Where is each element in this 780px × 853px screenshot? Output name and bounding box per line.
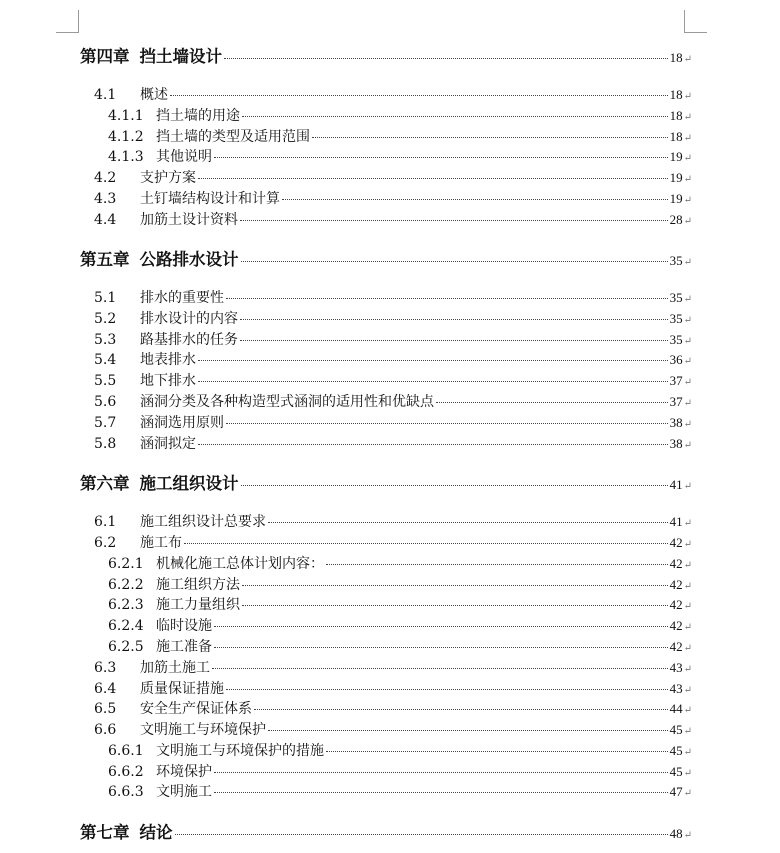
toc-entry[interactable] <box>80 412 692 432</box>
toc-dot-leader <box>175 834 668 835</box>
toc-page-number: 38 <box>669 436 683 451</box>
paragraph-mark-icon: ↵ <box>683 440 692 451</box>
toc-entry-number: 6.6 <box>94 722 117 738</box>
toc-entry-title: 公路排水设计 <box>139 250 239 269</box>
paragraph-mark-icon: ↵ <box>683 581 692 592</box>
toc-entry[interactable] <box>80 698 692 718</box>
toc-dot-leader <box>214 647 668 648</box>
toc-page-number: 18 <box>669 50 683 65</box>
paragraph-mark-icon: ↵ <box>683 830 692 841</box>
toc-entry[interactable] <box>80 329 692 349</box>
toc-entry-number: 5.6 <box>94 394 117 410</box>
toc-entry-number: 4.2 <box>94 170 117 186</box>
toc-entry-number: 第七章 <box>80 823 130 842</box>
toc-entry-title: 排水的重要性 <box>140 290 224 306</box>
toc-entry-title: 施工准备 <box>156 639 212 655</box>
toc-page-number: 41 <box>669 477 683 492</box>
toc-entry[interactable] <box>80 349 692 369</box>
toc-entry[interactable] <box>80 740 692 760</box>
toc-entry[interactable] <box>80 287 692 307</box>
toc-entry-title: 临时设施 <box>156 618 212 634</box>
paragraph-mark-icon: ↵ <box>683 153 692 164</box>
paragraph-mark-icon: ↵ <box>683 336 692 347</box>
toc-dot-leader <box>242 116 668 117</box>
toc-page-number: 42 <box>669 535 683 550</box>
paragraph-mark-icon: ↵ <box>683 112 692 123</box>
paragraph-mark-icon: ↵ <box>683 685 692 696</box>
toc-page-number: 41 <box>669 514 683 529</box>
toc-page-number: 35 <box>669 253 683 268</box>
paragraph-mark-icon: ↵ <box>683 315 692 326</box>
toc-entry-number: 5.2 <box>94 311 117 327</box>
toc-dot-leader <box>268 730 668 731</box>
paragraph-mark-icon: ↵ <box>683 54 692 65</box>
toc-entry-title: 安全生产保证体系 <box>140 701 252 717</box>
toc-entry-title: 土钉墙结构设计和计算 <box>140 191 280 207</box>
toc-entry-title: 结论 <box>139 823 173 842</box>
toc-dot-leader <box>240 340 668 341</box>
toc-entry-title: 施工组织方法 <box>156 577 240 593</box>
toc-entry-number: 6.6.1 <box>108 743 144 759</box>
toc-entry-title: 支护方案 <box>140 170 196 186</box>
toc-page-number: 48 <box>669 826 683 841</box>
toc-entry-title: 机械化施工总体计划内容： <box>156 556 324 572</box>
paragraph-mark-icon: ↵ <box>683 622 692 633</box>
paragraph-mark-icon: ↵ <box>683 419 692 430</box>
toc-entry-number: 5.5 <box>94 373 117 389</box>
paragraph-mark-icon: ↵ <box>683 664 692 675</box>
toc-dot-leader <box>436 402 668 403</box>
toc-entry-title: 施工组织设计总要求 <box>140 514 266 530</box>
toc-entry-title: 质量保证措施 <box>140 681 224 697</box>
paragraph-mark-icon: ↵ <box>683 398 692 409</box>
toc-entry[interactable] <box>80 209 692 229</box>
toc-page-number: 42 <box>669 556 683 571</box>
toc-entry-number: 4.1.3 <box>108 149 144 165</box>
toc-page-number: 19 <box>669 149 683 164</box>
toc-entry-number: 4.1 <box>94 87 117 103</box>
toc-page-number: 43 <box>669 660 683 675</box>
toc-entry-number: 5.7 <box>94 415 117 431</box>
toc-dot-leader <box>312 137 668 138</box>
toc-entry[interactable] <box>80 657 692 677</box>
toc-entry[interactable] <box>80 636 692 656</box>
page-corner-mark-top-right <box>684 10 707 33</box>
toc-entry[interactable] <box>80 433 692 453</box>
toc-entry-number: 5.4 <box>94 352 117 368</box>
toc-entry-number: 4.1.1 <box>108 108 144 124</box>
toc-page-number: 45 <box>669 722 683 737</box>
paragraph-mark-icon: ↵ <box>683 788 692 799</box>
toc-entry-title: 涵洞拟定 <box>140 436 196 452</box>
toc-entry-title: 文明施工与环境保护的措施 <box>156 743 324 759</box>
toc-dot-leader <box>226 689 668 690</box>
toc-dot-leader <box>240 220 668 221</box>
paragraph-mark-icon: ↵ <box>683 133 692 144</box>
toc-dot-leader <box>326 751 668 752</box>
toc-entry[interactable] <box>80 126 692 146</box>
toc-entry[interactable] <box>80 370 692 390</box>
toc-entry-title: 概述 <box>140 87 168 103</box>
toc-entry-number: 6.1 <box>94 514 117 530</box>
paragraph-mark-icon: ↵ <box>683 539 692 550</box>
toc-entry[interactable] <box>80 594 692 614</box>
paragraph-mark-icon: ↵ <box>683 705 692 716</box>
toc-page-number: 37 <box>669 373 683 388</box>
toc-entry-number: 6.2.5 <box>108 639 144 655</box>
toc-entry-title: 挡土墙的用途 <box>156 108 240 124</box>
toc-page-number: 35 <box>669 332 683 347</box>
toc-page-number: 28 <box>669 212 683 227</box>
toc-page-number: 35 <box>669 311 683 326</box>
paragraph-mark-icon: ↵ <box>683 377 692 388</box>
paragraph-mark-icon: ↵ <box>683 726 692 737</box>
toc-entry-number: 第四章 <box>80 47 130 66</box>
toc-entry-title: 加筋土施工 <box>140 660 210 676</box>
toc-entry[interactable] <box>80 761 692 781</box>
paragraph-mark-icon: ↵ <box>683 560 692 571</box>
toc-dot-leader <box>242 605 668 606</box>
toc-dot-leader <box>326 564 668 565</box>
toc-entry[interactable] <box>80 84 692 104</box>
toc-entry-number: 第六章 <box>80 474 130 493</box>
toc-entry-number: 6.2 <box>94 535 117 551</box>
toc-entry-number: 6.6.2 <box>108 764 144 780</box>
toc-page-number: 45 <box>669 764 683 779</box>
toc-dot-leader <box>198 178 668 179</box>
toc-page-number: 18 <box>669 87 683 102</box>
paragraph-mark-icon: ↵ <box>683 174 692 185</box>
toc-entry-title: 加筋土设计资料 <box>140 212 238 228</box>
paragraph-mark-icon: ↵ <box>683 91 692 102</box>
toc-page-number: 42 <box>669 597 683 612</box>
toc-entry-title: 涵洞分类及各种构造型式涵洞的适用性和优缺点 <box>140 394 434 410</box>
toc-entry[interactable] <box>80 188 692 208</box>
toc-page-number: 45 <box>669 743 683 758</box>
toc-entry-number: 6.3 <box>94 660 117 676</box>
toc-entry[interactable] <box>80 678 692 698</box>
toc-entry-number: 6.6.3 <box>108 784 144 800</box>
toc-page-number: 42 <box>669 639 683 654</box>
paragraph-mark-icon: ↵ <box>683 356 692 367</box>
toc-dot-leader <box>268 522 668 523</box>
toc-dot-leader <box>282 199 668 200</box>
toc-dot-leader <box>198 360 668 361</box>
toc-dot-leader <box>242 585 668 586</box>
toc-entry[interactable] <box>80 719 692 739</box>
toc-entry-number: 6.2.2 <box>108 577 144 593</box>
toc-entry-title: 文明施工 <box>156 784 212 800</box>
toc-entry-title: 地下排水 <box>140 373 196 389</box>
toc-entry[interactable] <box>80 105 692 125</box>
toc-entry[interactable] <box>80 574 692 594</box>
toc-entry[interactable] <box>80 308 692 328</box>
toc-entry-number: 4.1.2 <box>108 129 144 145</box>
toc-dot-leader <box>214 772 668 773</box>
toc-dot-leader <box>214 626 668 627</box>
toc-page-number: 43 <box>669 681 683 696</box>
toc-page-number: 19 <box>669 191 683 206</box>
toc-entry[interactable] <box>80 553 692 573</box>
toc-entry-title: 文明施工与环境保护 <box>140 722 266 738</box>
toc-entry-number: 5.3 <box>94 332 117 348</box>
toc-entry-title: 路基排水的任务 <box>140 332 238 348</box>
toc-entry-title: 挡土墙设计 <box>139 47 222 66</box>
toc-entry-number: 6.5 <box>94 701 117 717</box>
toc-entry-number: 6.2.1 <box>108 556 144 572</box>
toc-entry-title: 施工力量组织 <box>156 597 240 613</box>
toc-dot-leader <box>198 381 668 382</box>
toc-dot-leader <box>241 485 668 486</box>
toc-dot-leader <box>254 709 668 710</box>
toc-entry-number: 6.4 <box>94 681 117 697</box>
paragraph-mark-icon: ↵ <box>683 601 692 612</box>
toc-entry-number: 6.2.4 <box>108 618 144 634</box>
toc-entry-number: 6.2.3 <box>108 597 144 613</box>
toc-page-number: 18 <box>669 129 683 144</box>
toc-entry-title: 涵洞选用原则 <box>140 415 224 431</box>
toc-entry-number: 4.3 <box>94 191 117 207</box>
toc-entry-title: 排水设计的内容 <box>140 311 238 327</box>
toc-dot-leader <box>212 668 668 669</box>
toc-entry[interactable] <box>80 391 692 411</box>
toc-page-number: 44 <box>669 701 683 716</box>
toc-page-number: 42 <box>669 618 683 633</box>
toc-entry[interactable] <box>80 511 692 531</box>
toc-entry-title: 其他说明 <box>156 149 212 165</box>
paragraph-mark-icon: ↵ <box>683 195 692 206</box>
toc-dot-leader <box>198 444 668 445</box>
toc-dot-leader <box>170 95 668 96</box>
paragraph-mark-icon: ↵ <box>683 216 692 227</box>
toc-entry[interactable] <box>80 781 692 801</box>
toc-entry[interactable] <box>80 615 692 635</box>
paragraph-mark-icon: ↵ <box>683 643 692 654</box>
toc-entry-number: 第五章 <box>80 250 130 269</box>
toc-entry[interactable] <box>80 167 692 187</box>
toc-chapter-entry[interactable] <box>80 470 692 494</box>
toc-page-number: 47 <box>669 784 683 799</box>
paragraph-mark-icon: ↵ <box>683 747 692 758</box>
toc-entry[interactable] <box>80 532 692 552</box>
toc-chapter-entry[interactable] <box>80 43 692 67</box>
paragraph-mark-icon: ↵ <box>683 257 692 268</box>
toc-entry-title: 挡土墙的类型及适用范围 <box>156 129 310 145</box>
toc-page-number: 19 <box>669 170 683 185</box>
toc-entry-number: 5.8 <box>94 436 117 452</box>
toc-entry-title: 地表排水 <box>140 352 196 368</box>
toc-chapter-entry[interactable] <box>80 819 692 843</box>
toc-page-number: 36 <box>669 352 683 367</box>
toc-dot-leader <box>214 157 668 158</box>
toc-dot-leader <box>214 792 668 793</box>
toc-page-number: 42 <box>669 577 683 592</box>
toc-page-number: 35 <box>669 290 683 305</box>
toc-chapter-entry[interactable] <box>80 246 692 270</box>
toc-page-number: 37 <box>669 394 683 409</box>
toc-entry-number: 4.4 <box>94 212 117 228</box>
toc-page-number: 18 <box>669 108 683 123</box>
paragraph-mark-icon: ↵ <box>683 294 692 305</box>
toc-dot-leader <box>224 58 668 59</box>
toc-entry[interactable] <box>80 146 692 166</box>
toc-dot-leader <box>184 543 668 544</box>
page-corner-mark-top-left <box>56 10 79 33</box>
toc-entry-title: 施工组织设计 <box>139 474 239 493</box>
toc-dot-leader <box>240 319 668 320</box>
toc-dot-leader <box>226 298 668 299</box>
paragraph-mark-icon: ↵ <box>683 768 692 779</box>
toc-dot-leader <box>226 423 668 424</box>
toc-entry-number: 5.1 <box>94 290 117 306</box>
toc-entry-title: 施工布 <box>140 535 182 551</box>
paragraph-mark-icon: ↵ <box>683 481 692 492</box>
toc-dot-leader <box>241 261 668 262</box>
toc-entry-title: 环境保护 <box>156 764 212 780</box>
toc-page-number: 38 <box>669 415 683 430</box>
paragraph-mark-icon: ↵ <box>683 518 692 529</box>
